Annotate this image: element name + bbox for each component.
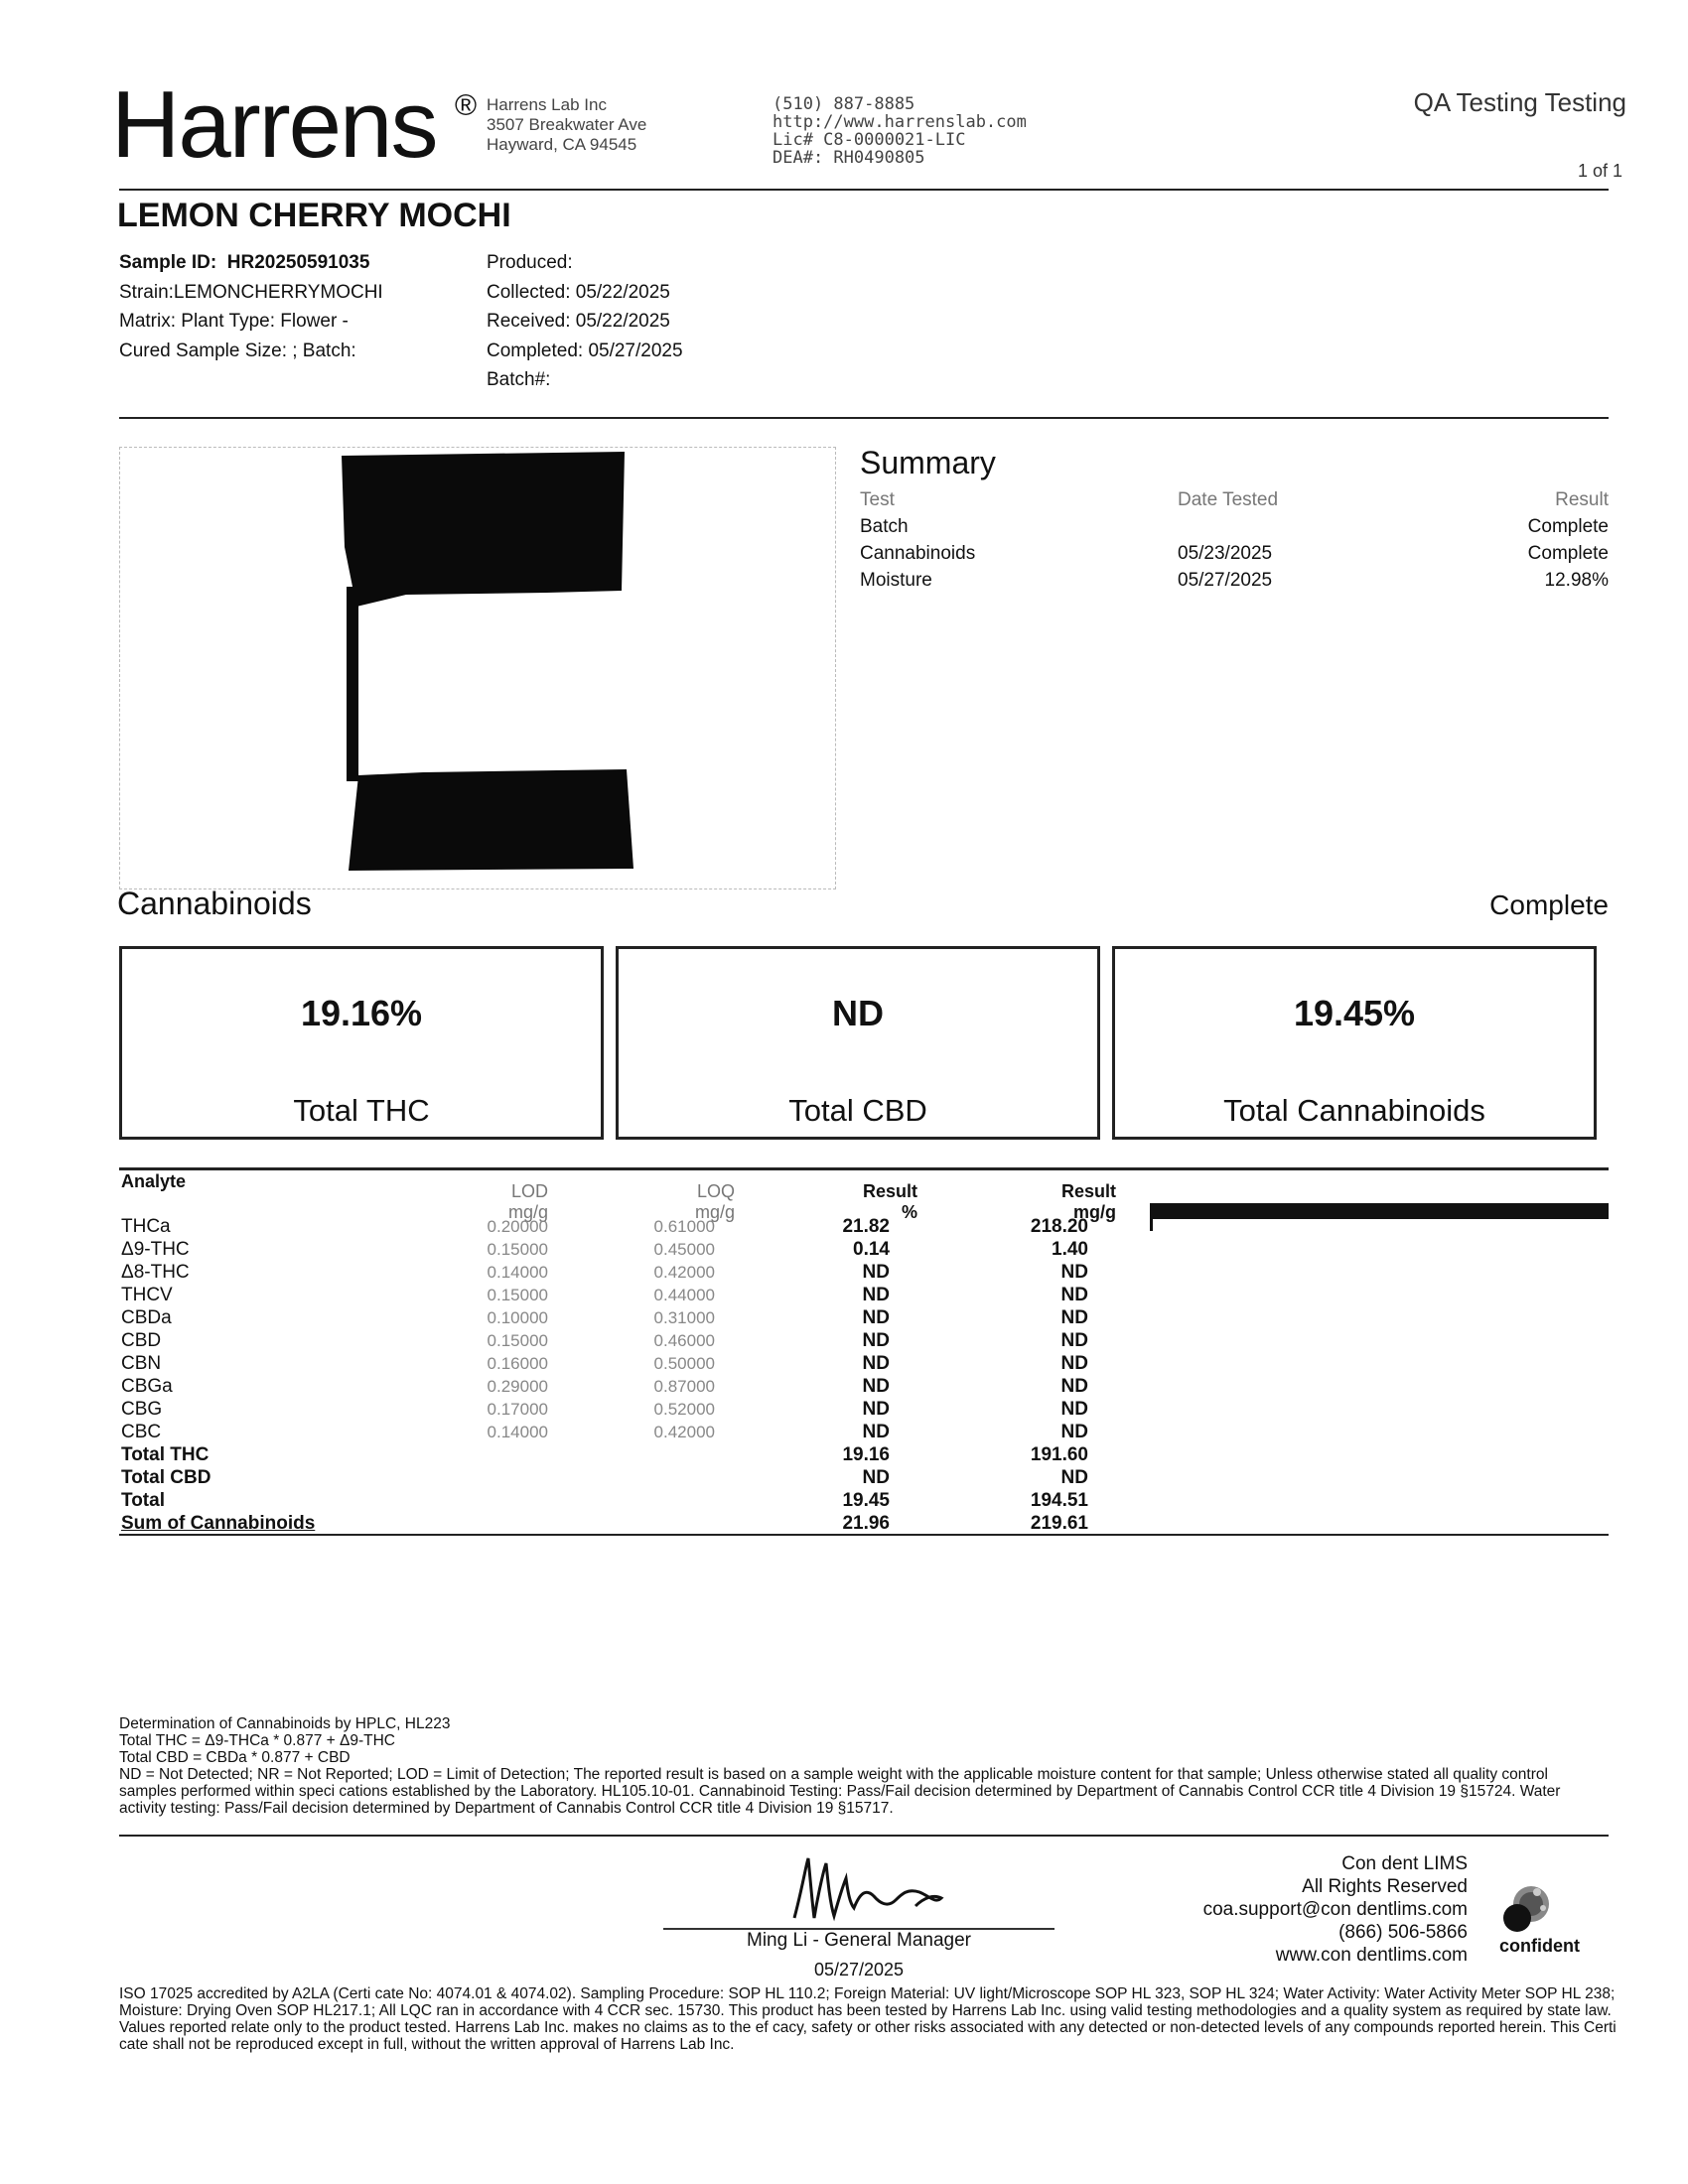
analyte-loq: 0.87000 [653,1377,715,1396]
analyte-result-mg: ND [1060,1399,1088,1420]
lab-website: http://www.harrenslab.com [773,112,1027,132]
sample-strain: Strain:LEMONCHERRYMOCHI [119,281,383,303]
total-cbd-label: Total CBD [788,1093,927,1128]
total-spacer [419,1443,548,1466]
sample-photo [119,447,836,889]
total-row [121,1466,1154,1489]
total-name: Total CBD [121,1467,211,1488]
cannabinoids-heading: Cannabinoids [117,886,312,921]
analyte-result-mg: ND [1060,1376,1088,1397]
total-thc-box [119,946,604,1140]
analyte-lod: 0.15000 [487,1240,548,1259]
analyte-lod: 0.14000 [487,1263,548,1282]
total-spacer [548,1512,715,1535]
col-lod: LOD [510,1181,548,1201]
total-name: Sum of Cannabinoids [121,1513,316,1534]
summary-header-row [860,486,1609,513]
analyte-name: CBN [121,1353,162,1374]
summary-date: 05/27/2025 [1178,569,1273,591]
summary-date: 05/23/2025 [1178,542,1273,564]
col-result-pct: Result [862,1181,917,1201]
analyte-result-pct: 21.82 [842,1216,890,1237]
analyte-lod: 0.14000 [487,1423,548,1441]
analyte-result-mg: ND [1060,1422,1088,1442]
total-spacer [548,1489,715,1512]
summary-row [860,540,1609,567]
signature-date: 05/27/2025 [813,1960,905,1979]
summary-result: Complete [1527,542,1609,564]
cannabinoids-status: Complete [1489,889,1609,920]
analyte-result-mg: ND [1060,1262,1088,1283]
table-bottom-rule [119,1534,1609,1536]
analyte-lod: 0.16000 [487,1354,548,1373]
analyte-result-pct: ND [862,1262,890,1283]
total-result-pct: 19.45 [842,1490,890,1511]
lims-phone: (866) 506-5866 [1338,1922,1468,1943]
total-cbd-box [616,946,1100,1140]
address-line2: Hayward, CA 94545 [487,135,637,154]
analyte-loq: 0.52000 [653,1400,715,1419]
analyte-lod: 0.15000 [487,1331,548,1350]
analyte-row [121,1375,1154,1398]
total-name: Total THC [121,1444,210,1465]
report-title: QA Testing Testing [1413,87,1626,117]
summary-table [860,486,1609,594]
total-result-mg: 191.60 [1030,1444,1088,1465]
note-disclaimer: ND = Not Detected; NR = Not Reported; LOD = Limit of Detection; The reported result is based on a sample weight with the applicable moisture content for that sample; Unless otherwise stated all quality control samples performed within speci cations established by the Laboratory. HL105.10-01. Cannabinoid Testing: Pass/Fail decision determined by Department of Cannabis Control CCR title 4 Division 19 §15724. Water activity testing: Pass/Fail decision determined by Department of Cannabis Control CCR title 4 Division 19 §15717. [119,1766,1561,1817]
analyte-result-pct: 0.14 [853,1239,890,1260]
analyte-loq: 0.46000 [653,1331,715,1350]
total-thc-label: Total THC [293,1093,430,1128]
confident-logo-icon [1497,1878,1561,1938]
analyte-name: CBG [121,1399,163,1420]
lab-name: Harrens Lab Inc [487,95,607,114]
analyte-name: THCV [121,1285,173,1305]
total-cbd-value: ND [832,993,884,1033]
analyte-lod: 0.15000 [487,1286,548,1304]
analyte-name: Δ8-THC [121,1262,190,1283]
sample-id: HR20250591035 [226,252,370,273]
confident-logo-text: confident [1499,1936,1580,1956]
total-spacer [548,1443,715,1466]
summary-col-date: Date Tested [1178,488,1279,510]
summary-col-test: Test [860,488,895,510]
total-spacer [419,1512,548,1535]
total-result-pct: 19.16 [842,1444,890,1465]
summary-result: 12.98% [1544,569,1609,591]
col-result-pct-unit: % [901,1202,917,1222]
lab-address [487,95,646,155]
notes-divider [119,1835,1609,1837]
analyte-row [121,1261,1154,1284]
total-row [121,1512,1154,1535]
analyte-result-mg: ND [1060,1285,1088,1305]
sample-batch: Batch#: [487,369,551,390]
sample-photo-image [120,448,835,888]
total-cannabinoids-box [1112,946,1597,1140]
lab-phone: (510) 887-8885 [773,94,915,114]
summary-result: Complete [1527,515,1609,537]
total-result-mg: 194.51 [1030,1490,1088,1511]
sample-info-right [487,248,683,395]
analyte-lod: 0.10000 [487,1308,548,1327]
sample-matrix: Matrix: Plant Type: Flower - [119,311,349,332]
col-analyte: Analyte [121,1171,187,1191]
summary-col-result: Result [1555,488,1609,510]
analyte-loq: 0.50000 [653,1354,715,1373]
result-bar-chart [1150,1203,1609,1233]
summary-heading: Summary [860,445,996,480]
analyte-result-pct: ND [862,1422,890,1442]
accreditation-footer: ISO 17025 accredited by A2LA (Certi cate No: 4074.01 & 4074.02). Sampling Procedure: SOP HL 110.2; Foreign Material: UV light/Microscope SOP HL 323, SOP HL 324; Water Activity: Water Activity Meter SOP HL 238; Moisture: Drying Oven SOP HL217.1; All LQC ran in accordance with 4 CCR sec. 15730. This product has been tested by Harrens Lab Inc. using valid testing methodologies and a quality system as required by state law. Values reported relate only to the product tested. Harrens Lab Inc. makes no claims as to the ef cacy, safety or other risks associated with any detected or non-detected levels of any compounds reported herein. This Certi cate shall not be reproduced except in full, without the written approval of Harrens Lab Inc. [119,1985,1617,2053]
sample-cured: Cured Sample Size: ; Batch: [119,340,356,361]
sample-completed: Completed: 05/27/2025 [487,340,683,361]
analyte-row [121,1284,1154,1306]
lab-dea: DEA#: RH0490805 [773,148,925,168]
signature-image [784,1848,953,1928]
total-row [121,1443,1154,1466]
info-divider [119,417,1609,419]
analyte-row [121,1352,1154,1375]
total-cannabinoids-value: 19.45% [1293,993,1416,1033]
total-cannabinoids-label: Total Cannabinoids [1223,1093,1485,1128]
total-result-pct: ND [862,1467,890,1488]
analyte-loq: 0.42000 [653,1263,715,1282]
sample-received: Received: 05/22/2025 [487,311,670,332]
analyte-row [121,1398,1154,1421]
analyte-name: CBDa [121,1307,172,1328]
sample-id-row [119,248,383,278]
analyte-loq: 0.44000 [653,1286,715,1304]
analyte-result-mg: 1.40 [1052,1239,1088,1260]
analyte-result-pct: ND [862,1307,890,1328]
col-lod-unit: mg/g [507,1202,548,1222]
lims-name: Con dent LIMS [1341,1853,1468,1874]
lab-license: Lic# C8-0000021-LIC [773,130,966,150]
result-bar [1150,1203,1609,1219]
analyte-lod: 0.20000 [487,1217,548,1236]
analyte-name: CBGa [121,1376,173,1397]
lab-contact [773,95,1027,167]
analyte-name: Δ9-THC [121,1239,190,1260]
col-loq-unit: mg/g [694,1202,735,1222]
total-result-pct: 21.96 [842,1513,890,1534]
analyte-result-pct: ND [862,1376,890,1397]
note-total-thc: Total THC = Δ9-THCa * 0.877 + Δ9-THC [119,1732,395,1749]
summary-test: Moisture [860,569,932,591]
result-bar [1150,1217,1153,1231]
sample-info-left [119,248,383,365]
analyte-loq: 0.61000 [653,1217,715,1236]
analyte-row [121,1329,1154,1352]
page-number: 1 of 1 [1577,161,1622,181]
analyte-result-mg: 218.20 [1030,1216,1088,1237]
analyte-row [121,1306,1154,1329]
sample-produced: Produced: [487,252,573,273]
analyte-result-mg: ND [1060,1307,1088,1328]
analyte-result-mg: ND [1060,1353,1088,1374]
analyte-loq: 0.31000 [653,1308,715,1327]
analyte-name: THCa [121,1216,171,1237]
lims-email: coa.support@con dentlims.com [1202,1899,1468,1920]
col-result-mg: Result [1060,1181,1116,1201]
analyte-row [121,1215,1154,1238]
analyte-loq: 0.42000 [653,1423,715,1441]
signer-name: Ming Li - General Manager [747,1930,971,1951]
summary-test: Batch [860,515,909,537]
analyte-result-pct: ND [862,1399,890,1420]
note-method: Determination of Cannabinoids by HPLC, HL223 [119,1715,451,1732]
analyte-result-mg: ND [1060,1330,1088,1351]
col-loq: LOQ [696,1181,735,1201]
analyte-lod: 0.29000 [487,1377,548,1396]
analyte-result-pct: ND [862,1353,890,1374]
total-spacer [419,1489,548,1512]
total-spacer [548,1466,715,1489]
col-result-mg-unit: mg/g [1073,1202,1116,1222]
summary-row [860,567,1609,594]
lims-rights: All Rights Reserved [1302,1876,1468,1897]
summary-test: Cannabinoids [860,542,976,564]
analyte-row [121,1421,1154,1443]
total-spacer [419,1466,548,1489]
table-top-rule [119,1167,1609,1170]
total-thc-value: 19.16% [300,993,423,1033]
analyte-lod: 0.17000 [487,1400,548,1419]
sample-id-label: Sample ID: [119,252,217,273]
summary-row [860,513,1609,540]
harrens-logo: Harrens [111,71,437,178]
address-line1: 3507 Breakwater Ave [487,115,647,134]
analyte-row [121,1238,1154,1261]
header-divider [119,189,1609,191]
analyte-name: CBD [121,1330,162,1351]
analyte-result-pct: ND [862,1285,890,1305]
sample-collected: Collected: 05/22/2025 [487,281,670,303]
method-notes [119,1715,1609,1817]
total-row [121,1489,1154,1512]
registered-mark: ® [455,89,478,122]
analyte-result-pct: ND [862,1330,890,1351]
total-result-mg: ND [1060,1467,1088,1488]
lims-info [1203,1852,1468,1967]
total-name: Total [121,1490,165,1511]
total-result-mg: 219.61 [1030,1513,1088,1534]
analyte-name: CBC [121,1422,162,1442]
note-total-cbd: Total CBD = CBDa * 0.877 + CBD [119,1749,351,1766]
product-title: LEMON CHERRY MOCHI [117,197,511,234]
lims-website: www.con dentlims.com [1275,1945,1468,1966]
analyte-loq: 0.45000 [653,1240,715,1259]
